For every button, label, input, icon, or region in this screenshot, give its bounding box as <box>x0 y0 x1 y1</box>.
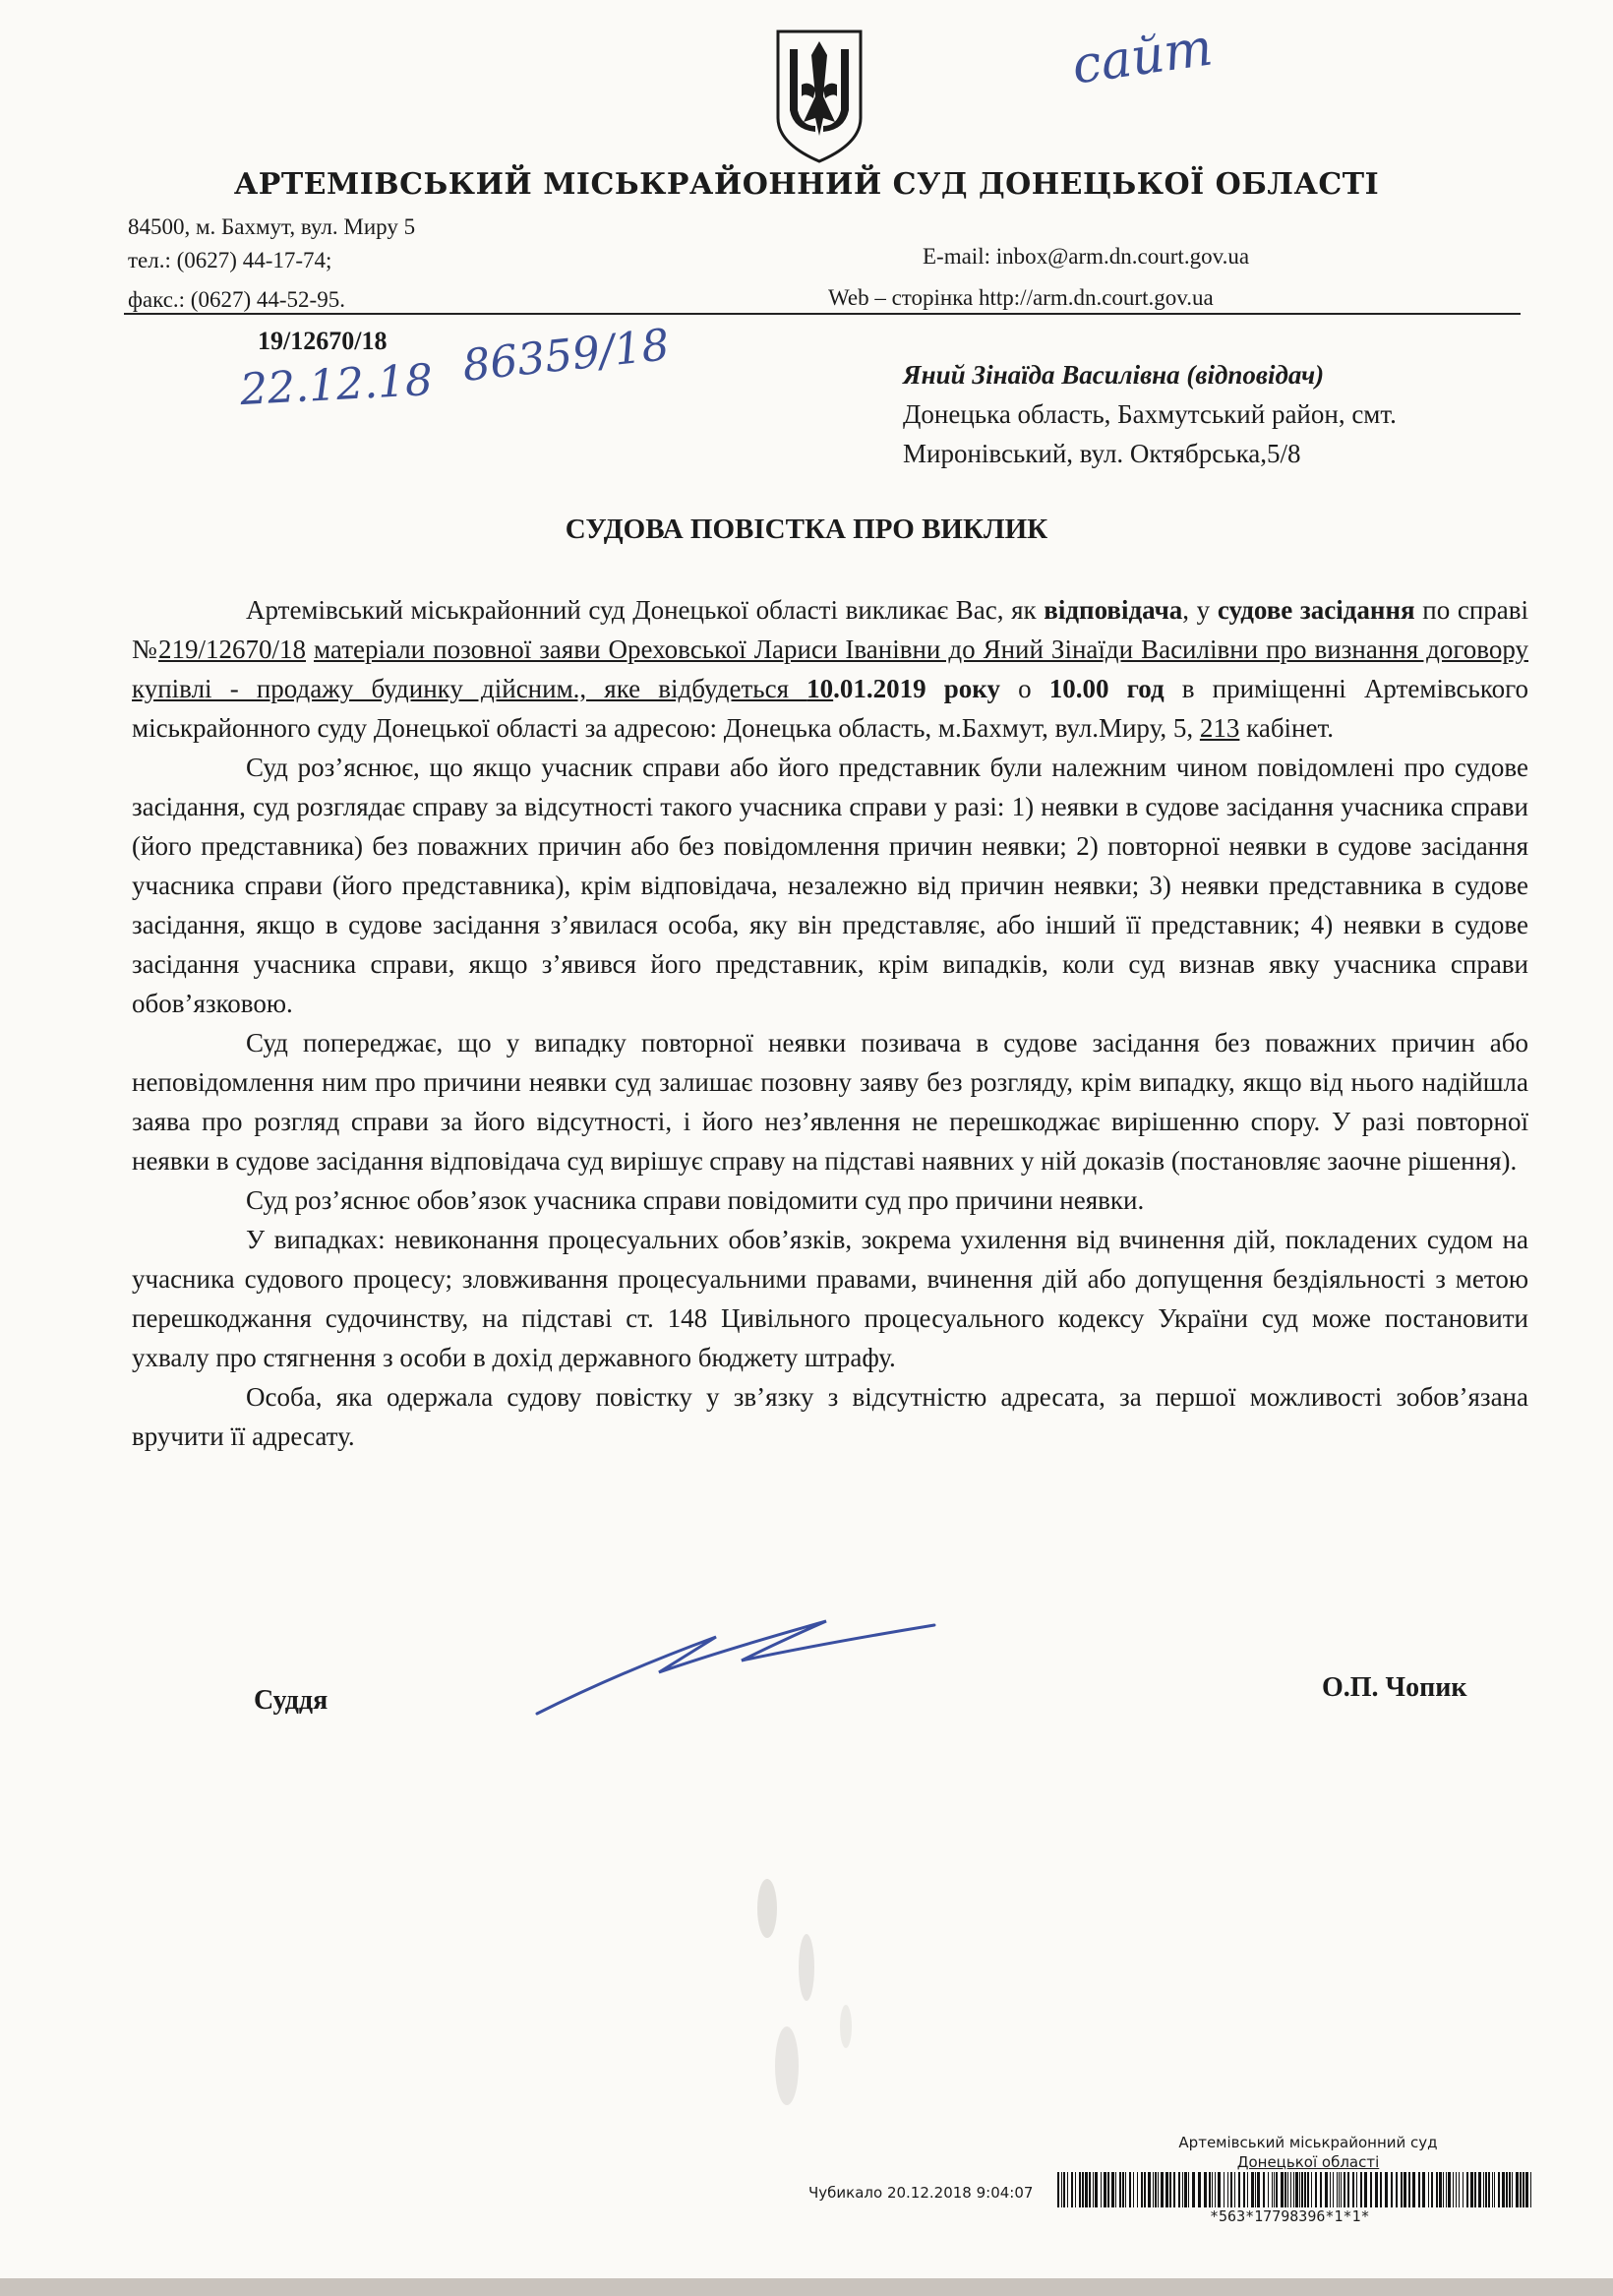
court-name: АРТЕМІВСЬКИЙ МІСЬКРАЙОННИЙ СУД ДОНЕЦЬКОЇ ОБЛАСТІ <box>233 167 1380 202</box>
page-edge <box>0 2278 1613 2296</box>
recipient-name: Яний Зінаїда Василівна (відповідач) <box>903 360 1325 390</box>
paragraph-explanation: Суд роз’яснює, що якщо учасник справи або його представник були належним чином повідомлені про судове засідання, суд розглядає справу за відсутності такого учасника справи у разі: 1) неявки в судове засідання учасника справи (його представника) без поважних причин або без повідомлення причин неявки; 2) повторної неявки в судове засідання учасника справи (його представника), крім відповідача, незалежно від причин неявки; 3) неявки представника в судове засідання, якщо в судове засідання з’явилася особа, яку він представляє, або інший її представник; 4) неявки в судове засідання учасника справи, якщо з’явився його представник, крім випадків, коли суд визнав явку учасника справи обов’язковою. <box>132 753 1528 1018</box>
handwritten-date: 22.12.18 <box>238 354 435 416</box>
smudge-mark <box>728 1849 925 2145</box>
summons-body <box>132 590 1528 1456</box>
barcode <box>1057 2172 1535 2207</box>
court-phone: тел.: (0627) 44-17-74; <box>128 248 332 272</box>
paragraph-delivery: Особа, яка одержала судову повістку у зв’язку з відсутністю адресата, за першої можливості зобов’язана вручити її адресату. <box>132 1382 1528 1451</box>
judge-name: О.П. Чопик <box>1322 1672 1467 1703</box>
registration-info: Чубикало 20.12.2018 9:04:07 <box>808 2184 1034 2202</box>
paragraph-warning: Суд попереджає, що у випадку повторної неявки позивача в судове засідання без поважних причин або неповідомлення ним про причини неявки суд залишає позовну заяву без розгляду, крім випадку, якщо від нього надійшла заява про розгляд справи за його відсутності, і його нез’явлення не перешкоджає вирішенню спору. У разі повторної неявки в судове засідання відповідача суд вирішує справу на підставі наявних у ній доказів (постановляє заочне рішення). <box>132 1028 1528 1176</box>
court-address: 84500, м. Бахмут, вул. Миру 5 <box>128 214 416 239</box>
signature-icon <box>531 1603 944 1722</box>
header-divider <box>124 313 1521 315</box>
document-title: СУДОВА ПОВІСТКА ПРО ВИКЛИК <box>565 514 1048 545</box>
coat-of-arms-icon <box>772 28 866 165</box>
barcode-organization: Артемівський міськрайонний суд Донецької області <box>1178 2134 1438 2171</box>
paragraph-penalty: У випадках: невиконання процесуальних обов’язків, зокрема ухилення від вчинення дій, покладених судом на учасника судового процесу; зловживання процесуальними правами, вчинення дій або допущення бездіяльності з метою перешкоджання судочинству, на підставі ст. 148 Цивільного процесуального кодексу України суд може постановити ухвалу про стягнення з особи в дохід державного бюджету штрафу. <box>132 1225 1528 1372</box>
reference-number: 19/12670/18 <box>258 327 388 355</box>
paragraph-obligation: Суд роз’яснює обов’язок учасника справи повідомити суд про причини неявки. <box>246 1185 1145 1215</box>
handwritten-number: 86359/18 <box>459 320 672 392</box>
court-email: E-mail: inbox@arm.dn.court.gov.ua <box>923 244 1250 269</box>
barcode-number: *563*17798396*1*1* <box>1210 2207 1370 2225</box>
recipient-address-line2: Миронівський, вул. Октябрська,5/8 <box>903 439 1301 468</box>
court-website: Web – сторінка http://arm.dn.court.gov.ua <box>828 285 1214 310</box>
judge-label: Суддя <box>254 1685 329 1716</box>
court-fax: факс.: (0627) 44-52-95. <box>128 287 345 312</box>
handwritten-note: сайт <box>1068 18 1217 96</box>
paragraph-summons: Артемівський міськрайонний суд Донецької області викликає Вас, як відповідача, у судове засідання по справі №219/12670/18 матеріали позовної заяви Ореховської Лариси Іванівни до Яний Зінаїди Василівни про визнання договору купівлі - продажу будинку дійсним., яке відбудеться 10.01.2019 року о 10.00 год в приміщенні Артемівського міськрайонного суду Донецької області за адресою: Донецька область, м.Бахмут, вул.Миру, 5, 213 кабінет. <box>132 595 1529 743</box>
recipient-address-line1: Донецька область, Бахмутський район, смт. <box>903 399 1397 429</box>
